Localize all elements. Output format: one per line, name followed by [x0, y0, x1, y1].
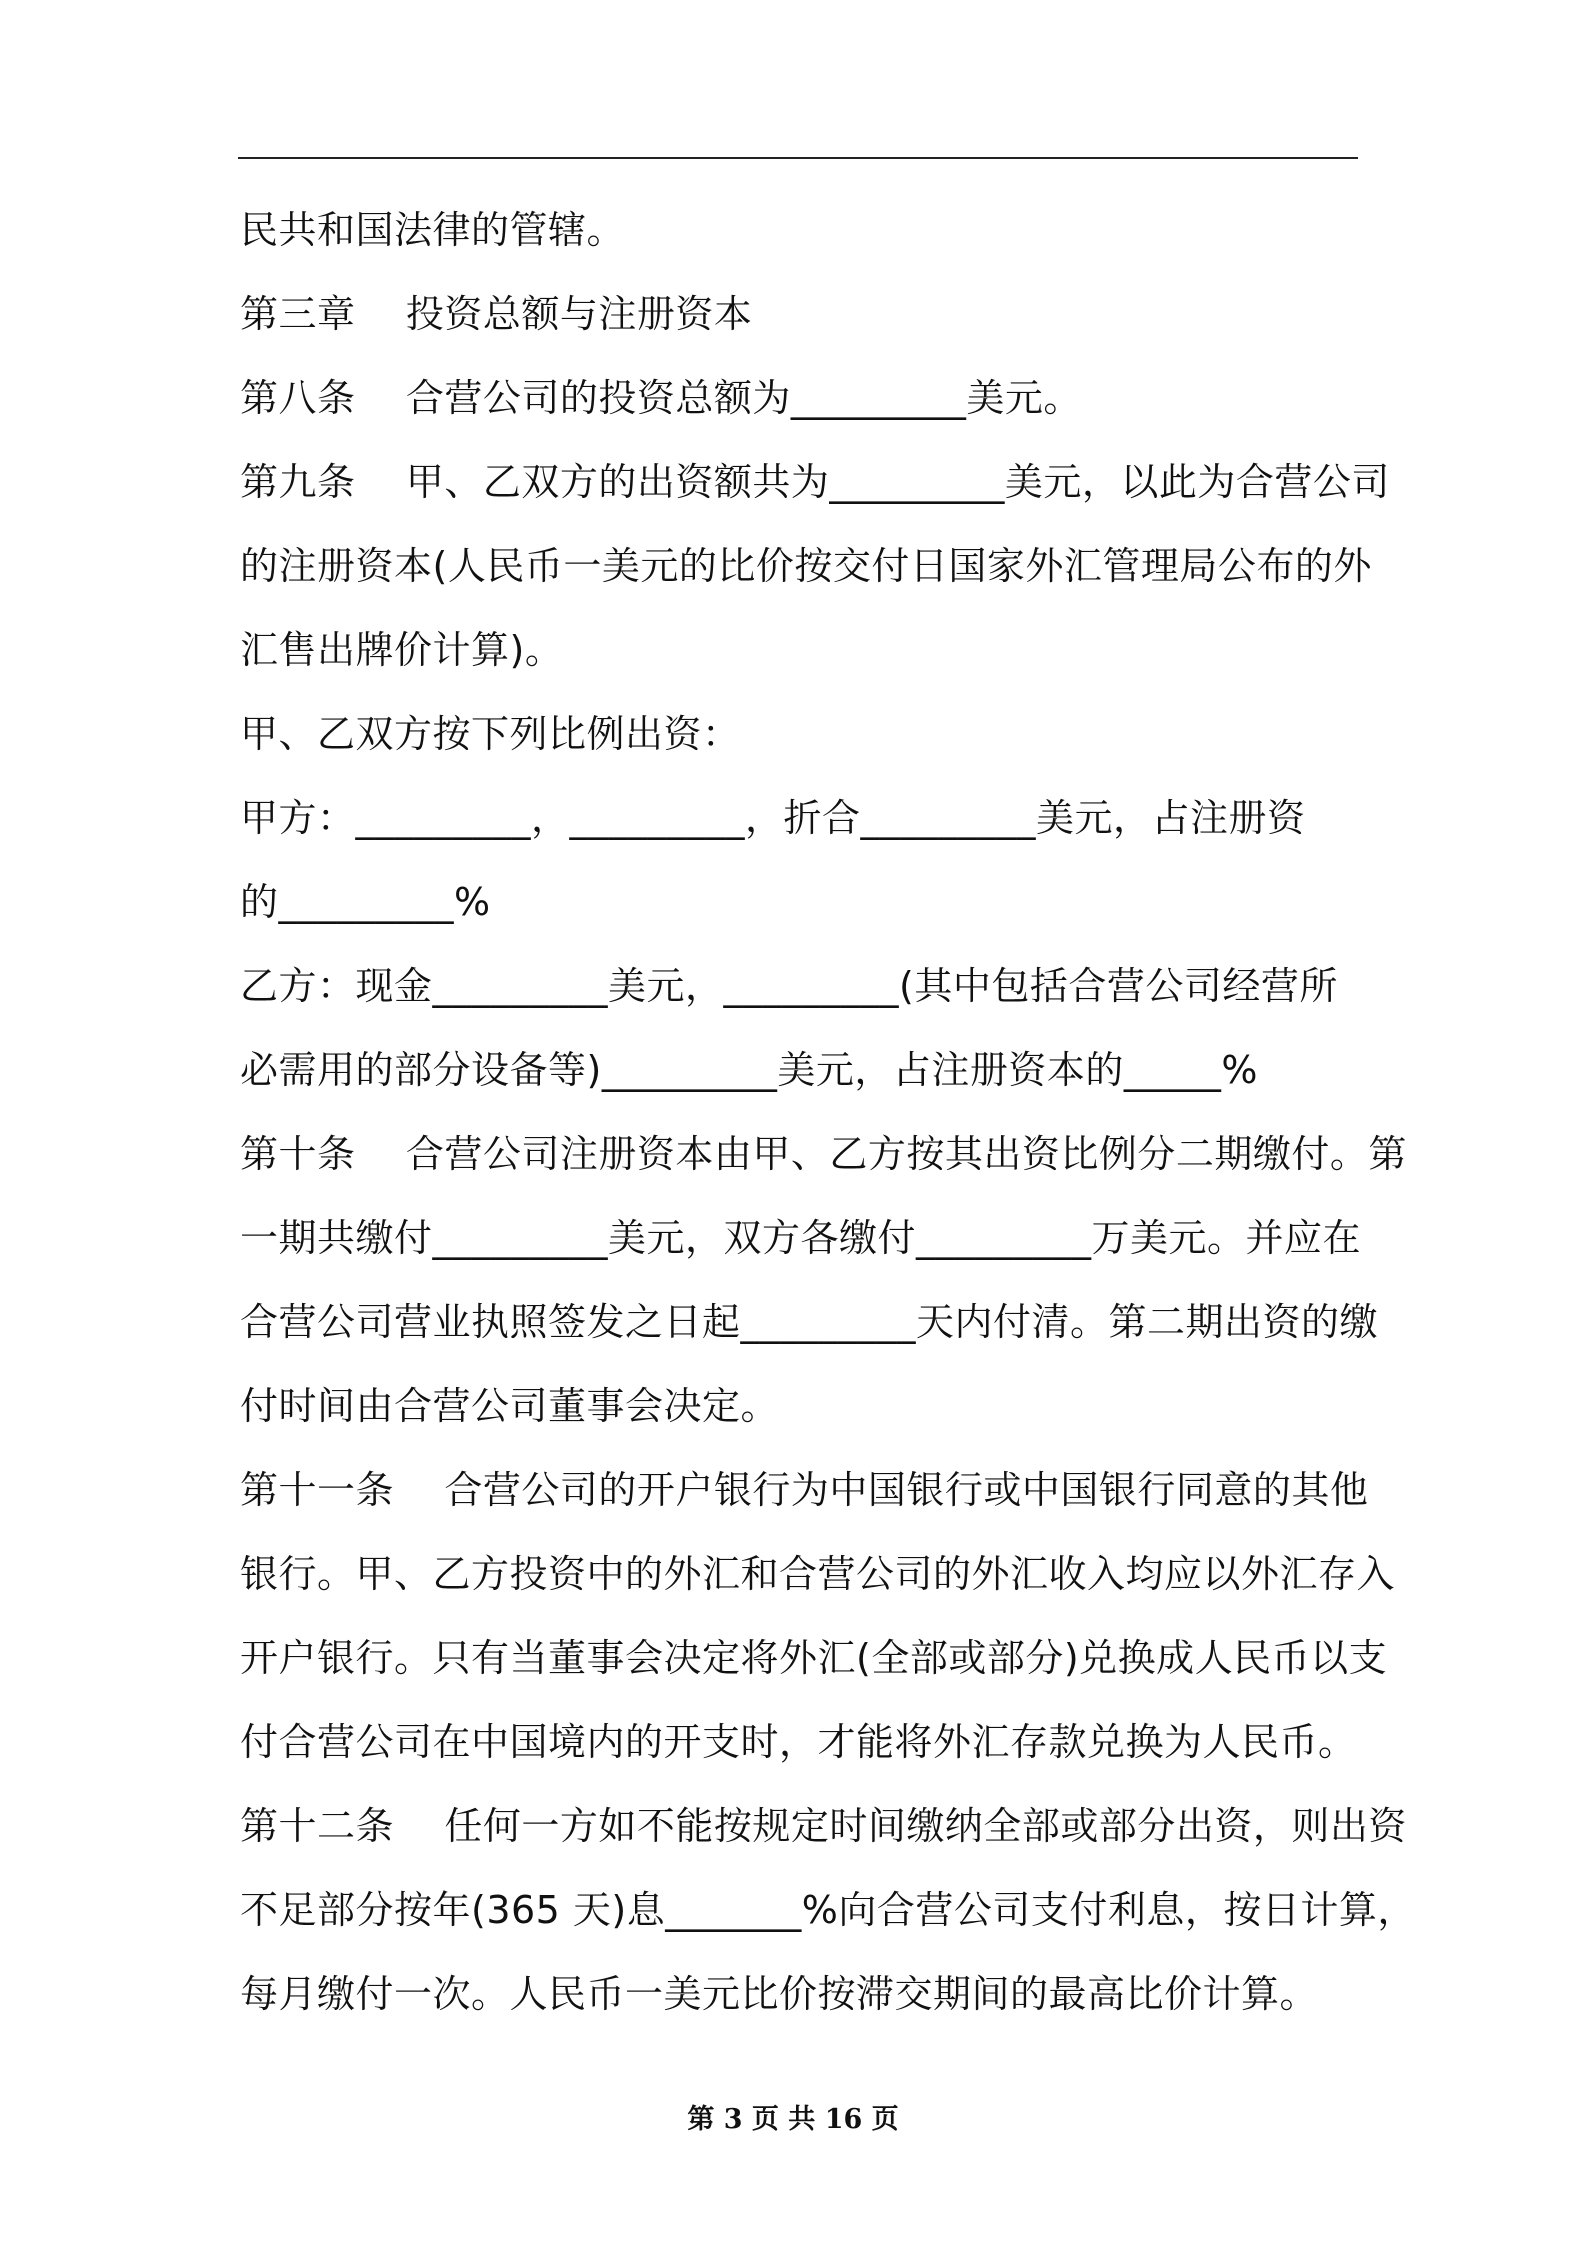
document-body: [240, 200, 1416, 2048]
article-11-line: 付合营公司在中国境内的开支时，才能将外汇存款兑换为人民币。: [240, 1720, 1357, 1764]
article-10-line: 合营公司营业执照签发之日起_________天内付清。第二期出资的缴: [240, 1300, 1379, 1344]
article-9-line: 的注册资本(人民币一美元的比价按交付日国家外汇管理局公布的外: [240, 544, 1372, 588]
article-11-line: 开户银行。只有当董事会决定将外汇(全部或部分)兑换成人民币以支: [240, 1636, 1388, 1680]
page-number: 第 3 页 共 16 页: [687, 2104, 899, 2135]
body-line: 甲、乙双方按下列比例出资：: [240, 712, 741, 756]
body-line: 民共和国法律的管辖。: [240, 208, 626, 252]
article-10-line: 付时间由合营公司董事会决定。: [240, 1384, 780, 1428]
header-rule: [238, 157, 1358, 159]
article-8: 第八条 合营公司的投资总额为_________美元。: [240, 376, 1082, 420]
article-12-line: 第十二条 任何一方如不能按规定时间缴纳全部或部分出资，则出资: [240, 1804, 1407, 1848]
article-9-line: 汇售出牌价计算)。: [240, 628, 564, 672]
article-10-line: 一期共缴付_________美元，双方各缴付_________万美元。并应在: [240, 1216, 1362, 1260]
article-10-line: 第十条 合营公司注册资本由甲、乙方按其出资比例分二期缴付。第: [240, 1132, 1407, 1176]
party-a-line: 的_________%: [240, 880, 491, 924]
article-11-line: 银行。甲、乙方投资中的外汇和合营公司的外汇收入均应以外汇存入: [240, 1552, 1396, 1596]
party-b-line: 乙方：现金_________美元，_________(其中包括合营公司经营所: [240, 964, 1338, 1008]
party-a-line: 甲方：_________，_________，折合_________美元，占注册资: [240, 796, 1306, 840]
article-12-line: 不足部分按年(365 天)息_______%向合营公司支付利息，按日计算，: [240, 1888, 1416, 1932]
party-b-line: 必需用的部分设备等)_________美元，占注册资本的_____%: [240, 1048, 1258, 1092]
article-11-line: 第十一条 合营公司的开户银行为中国银行或中国银行同意的其他: [240, 1468, 1369, 1512]
article-9-line: 第九条 甲、乙双方的出资额共为_________美元，以此为合营公司: [240, 460, 1390, 504]
chapter-heading: 第三章 投资总额与注册资本: [240, 292, 753, 336]
article-12-line: 每月缴付一次。人民币一美元比价按滞交期间的最高比价计算。: [240, 1972, 1319, 2016]
